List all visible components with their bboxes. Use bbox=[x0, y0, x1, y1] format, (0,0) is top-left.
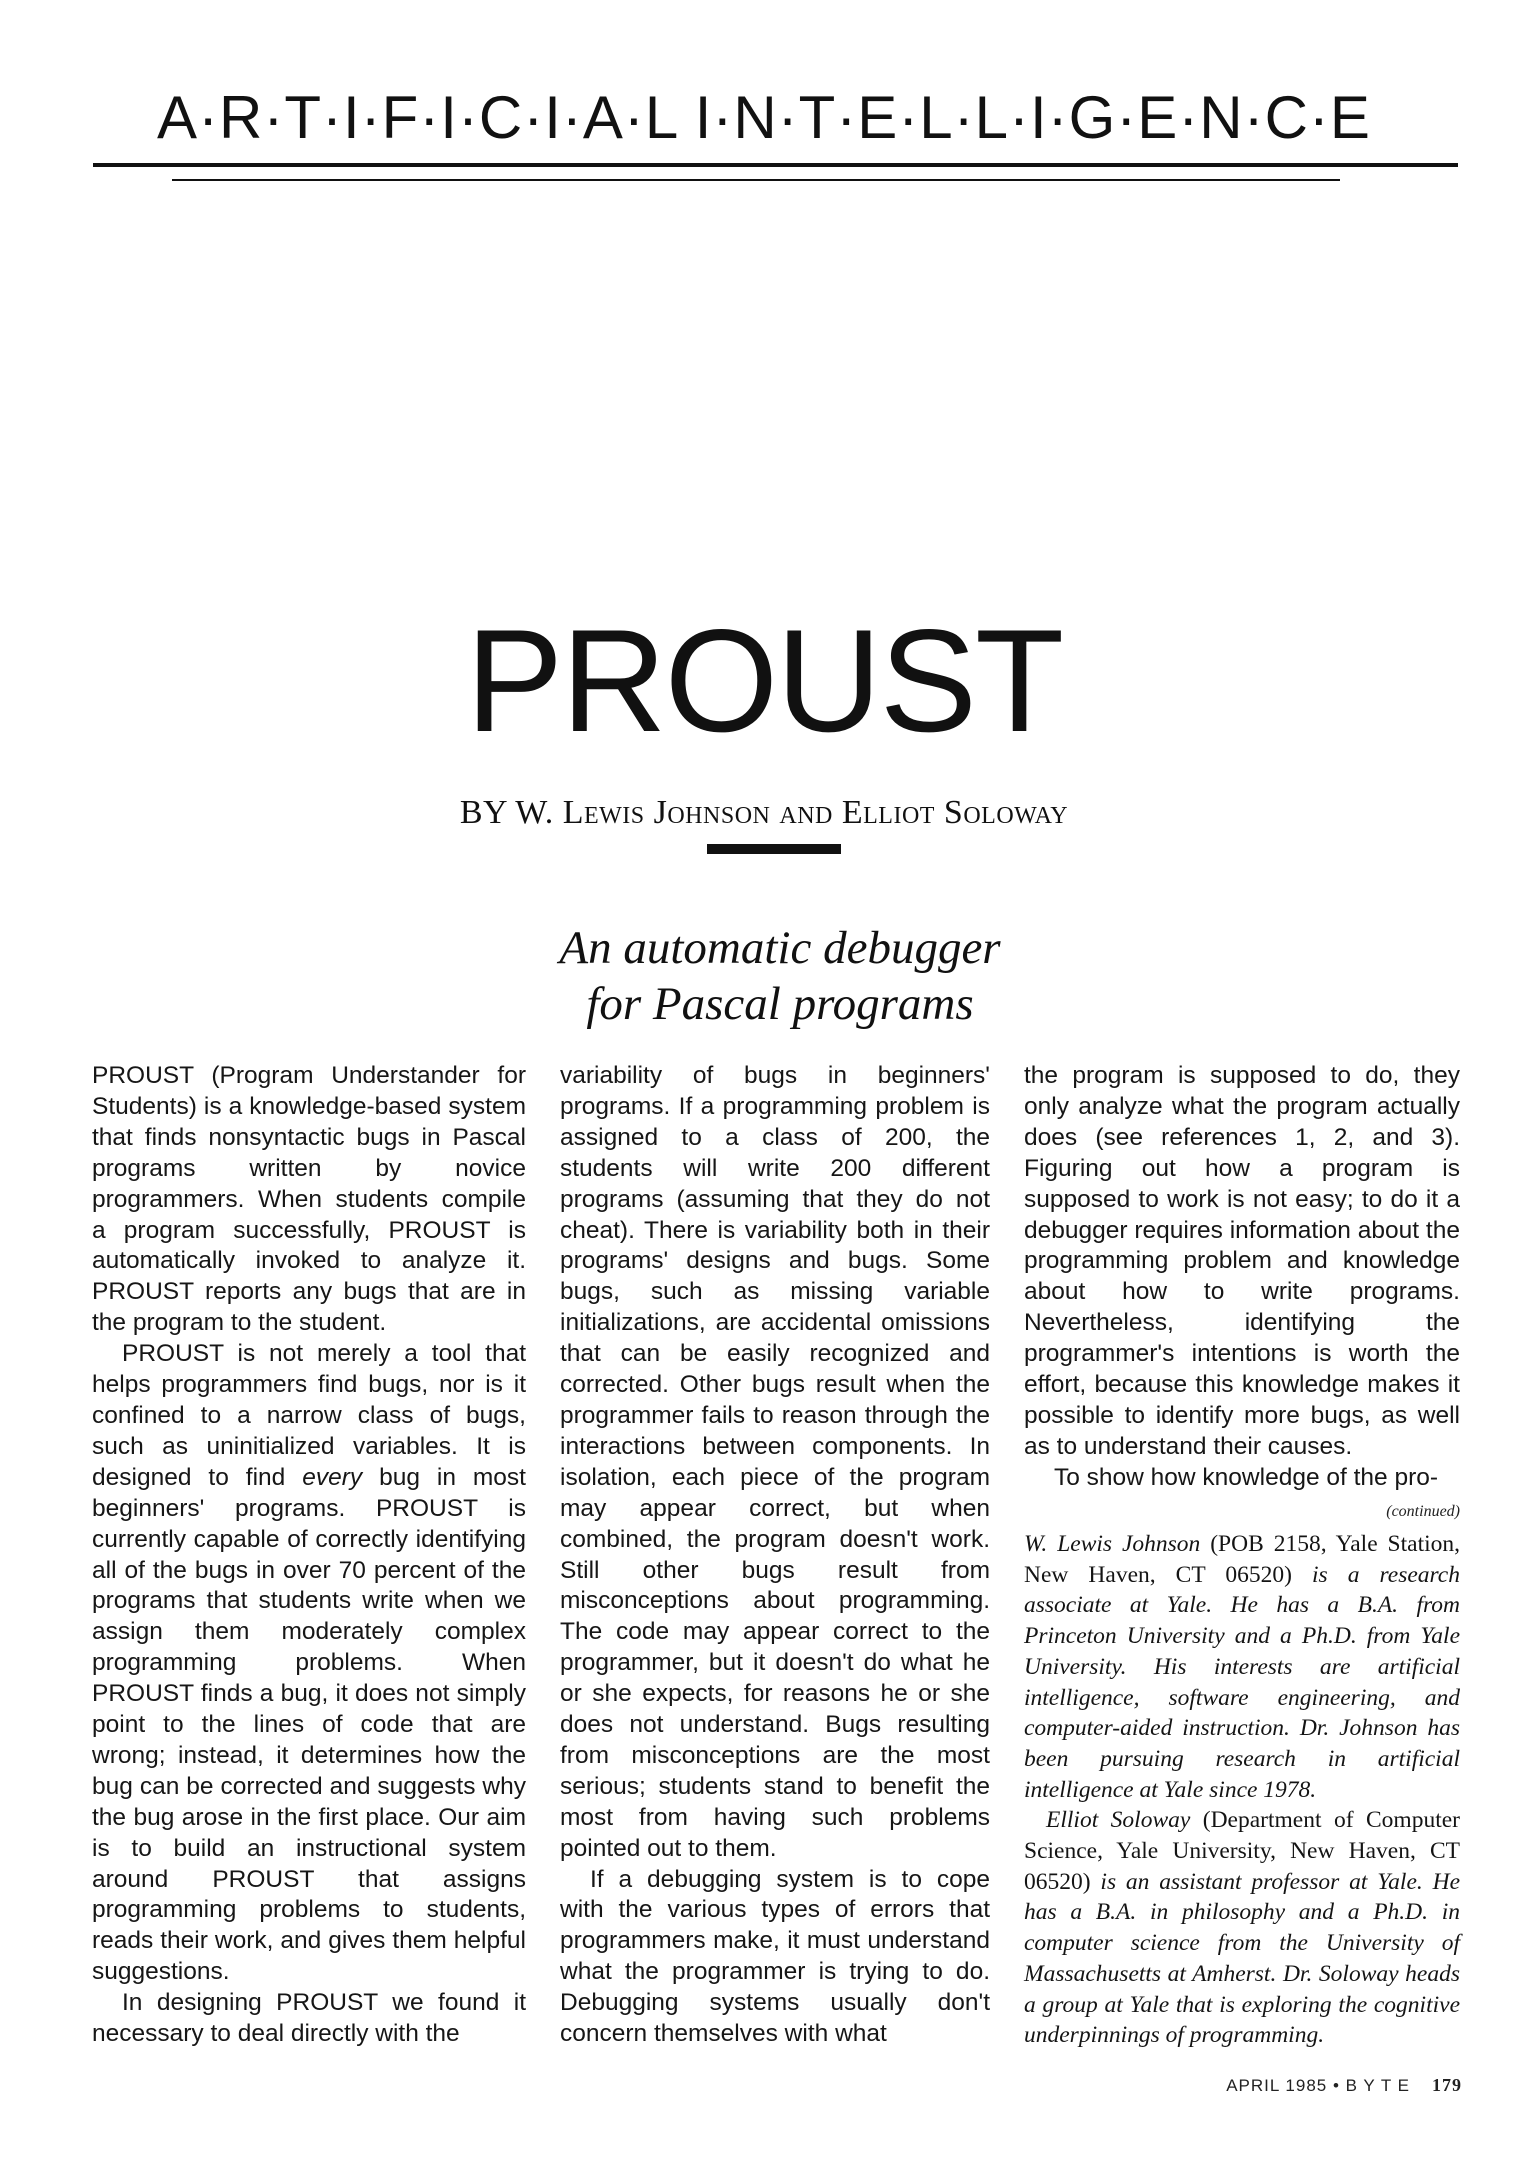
author-name: W. Lewis Johnson bbox=[1024, 1531, 1201, 1557]
header-rule-thick bbox=[93, 163, 1458, 167]
author-bio-johnson bbox=[1024, 1529, 1460, 1805]
section-header: A·R·T·I·F·I·C·I·A·L I·N·T·E·L·L·I·G·E·N·C·E bbox=[157, 84, 1371, 151]
paragraph-text: PROUST is not merely a tool that helps programmers find bugs, nor is it confined to a narrow class of bugs, such as uninitialized variables. It is designed to find bbox=[92, 1340, 526, 1491]
byline-divider bbox=[707, 844, 841, 854]
author-bio-text: is an assistant professor at Yale. He has a B.A. in philosophy and a Ph.D. in computer science from the University of Massachusetts at Amherst. Dr. Soloway heads a group at Yale that is exploring the cognitive underpinnings of programming. bbox=[1024, 1868, 1460, 2049]
paragraph: In designing PROUST we found it necessary to deal directly with the bbox=[92, 1989, 526, 2048]
subtitle-line-1: An automatic debugger bbox=[559, 922, 1001, 974]
body-column-1 bbox=[92, 1061, 526, 2050]
paragraph: To show how knowledge of the pro- bbox=[1054, 1463, 1439, 1491]
subtitle-line-2: for Pascal programs bbox=[586, 978, 974, 1030]
page-footer bbox=[1226, 2075, 1462, 2096]
paragraph: If a debugging system is to cope with the various types of errors that programmers make, it must understand what the programmer is trying to do. Debugging systems usually don't concern themselves with what bbox=[560, 1865, 990, 2048]
author-bio-text: is a research associate at Yale. He has a B.A. from Princeton University and a Ph.D. from Yale University. His interests are artificial intelligence, software engineering, and computer-aided instruction. Dr. Johnson has been pursuing research in artificial intelligence at Yale since 1978. bbox=[1024, 1561, 1460, 1803]
body-column-3 bbox=[1024, 1061, 1460, 1494]
paragraph-text: bug in most beginners' programs. PROUST is currently capable of correctly identifying all of the bugs in over 70 percent of the programs that students write when we assign them moderately complex programming problems. When PROUST finds a bug, it does not simply point to the lines of code that are wrong; instead, it determines how the bug can be corrected and suggests why the bug arose in the first place. Our aim is to build an instructional system around PROUST that assigns programming problems to students, reads their work, and gives them helpful suggestions. bbox=[92, 1463, 526, 1986]
byline: BY W. Lewis Johnson and Elliot Soloway bbox=[459, 794, 1069, 831]
page-number: 179 bbox=[1432, 2075, 1462, 2095]
body-column-2 bbox=[560, 1061, 990, 2050]
author-address: (Department of Computer Science, Yale University, New Haven, CT 06520) bbox=[1024, 1807, 1460, 1895]
paragraph: PROUST (Program Understander for Students) is a knowledge-based system that finds nonsyntactic bugs in Pascal programs written by novice programmers. When students compile a program successfully, PROUST is automatically invoked to analyze it. PROUST reports any bugs that are in the program to the student. bbox=[92, 1062, 526, 1337]
paragraph: variability of bugs in beginners' programs. If a programming problem is assigned to a class of 200, the students will write 200 different programs (assuming that they do not cheat). There is variability both in their programs' designs and bugs. Some bugs, such as missing variable initializations, are accidental omissions that can be easily recognized and corrected. Other bugs result when the programmer fails to reason through the interactions between components. In isolation, each piece of the program may appear correct, but when combined, the program doesn't work. Still other bugs result from misconceptions about programming. The code may appear correct to the programmer, but it doesn't do what he or she expects, for reasons he or she does not understand. Bugs resulting from misconceptions are the most serious; students stand to benefit the most from having such problems pointed out to them. bbox=[560, 1062, 990, 1862]
continued-note: (continued) bbox=[1386, 1503, 1460, 1520]
emphasis: every bbox=[302, 1463, 363, 1491]
issue-label: APRIL 1985 • B Y T E bbox=[1226, 2076, 1410, 2095]
author-name: Elliot Soloway bbox=[1046, 1807, 1191, 1834]
author-bios bbox=[1024, 1529, 1460, 2051]
header-rule-thin bbox=[172, 179, 1340, 181]
author-bio-soloway bbox=[1024, 1805, 1460, 2051]
article-subtitle bbox=[430, 920, 1130, 1032]
paragraph: the program is supposed to do, they only analyze what the program actually does (see references 1, 2, and 3). Figuring out how a program is supposed to work is not easy; to do it a debugger requires information about the programming problem and knowledge about how to write programs. Nevertheless, identifying the programmer's intentions is worth the effort, because this knowledge makes it possible to identify more bugs, as well as to understand their causes. bbox=[1024, 1062, 1460, 1460]
paragraph bbox=[92, 1339, 526, 1988]
author-address: (POB 2158, Yale Station, New Haven, CT 06520) bbox=[1024, 1531, 1461, 1588]
article-title: PROUST bbox=[465, 599, 1063, 762]
